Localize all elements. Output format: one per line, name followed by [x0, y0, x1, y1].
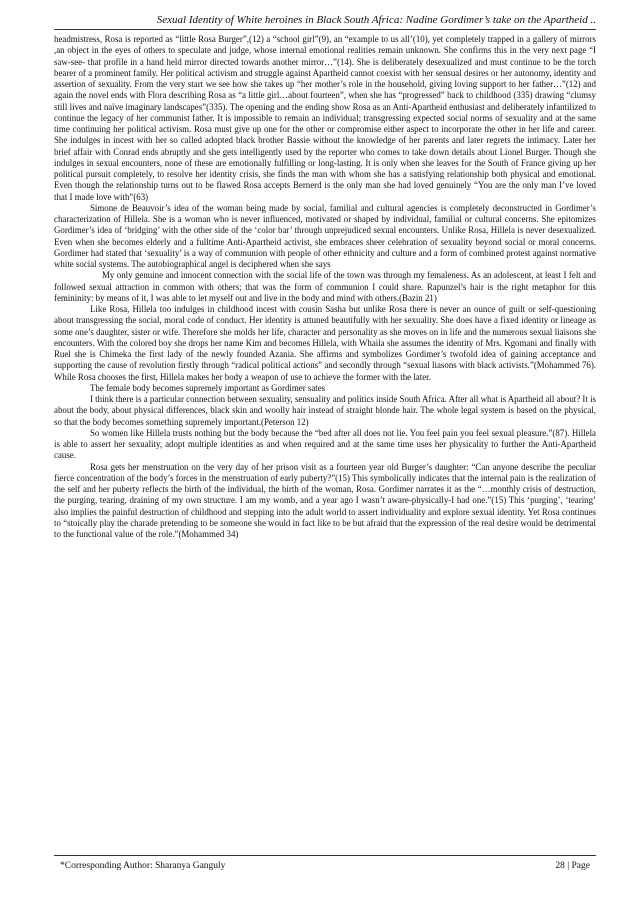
block-quote: My only genuine and innocent connection with the social life of the town was through my femaleness. As an adolescent, at least I felt and followed sexual attraction in common with others; that was the form of communion I could share. Rapunzel’s hair is the right metaphor for this femininity: by means of it, I was able to let myself out and live in the body and mind with others.(Bazin 21)	[54, 270, 596, 303]
paragraph: The female body becomes supremely important as Gordimer sates	[90, 382, 326, 393]
paragraph: So women like Hillela trusts nothing but the body because the “bed after all does not lie. You feel pain you feel sexual pleasure.”(87). Hillela is able to assert her sexuality, adopt multiple identities as and when required and at the same time uses her physicality to further the Anti-Apartheid cause.	[54, 427, 596, 461]
page-number: 28 | Page	[555, 861, 590, 871]
paragraph: Like Rosa, Hillela too indulges in childhood incest with cousin Sasha but unlike Rosa there is never an ounce of guilt or self-questioning about transgressing the social, moral code of conduct. Her identity is attuned beautifully with her sexuality. She does have a fixed identity or lineage as some one’s daughter, sister or wife. Therefore she molds her life, character and personality as she moves on in life and the numerous sexual liaisons she encounters. With the colored boy she drops her name Kim and becomes Hillela, with Whaila she assumes the identity of Mrs. Kgomani and finally with Ruel she is Chimeka the first lady of the newly founded Azania. She affirms and symbolizes Gordimer’s twofold idea of gaining acceptance and supporting the cause of revolution firstly through “radical political actions” and secondly through “sexual liasons with black activists.”(Mohammed 76). While Rosa chooses the first, Hillela makes her body a weapon of use to achieve the former with the later.	[54, 304, 596, 382]
footer-rule	[54, 855, 596, 856]
corresponding-author: *Corresponding Author: Sharanya Ganguly	[60, 861, 226, 871]
paragraph: Rosa gets her menstruation on the very day of her prison visit as a fourteen year old Burger’s daughter: “Can anyone describe the peculiar fierce concentration of the body’s forces in the menstruation of early puberty?”(15) This symbolically indicates that the internal pain is the realization of the self and her puberty reflects the birth of the individual, the birth of the woman, Rosa. Gordimer narrates it as the “…monthly crisis of destruction, the purging, tearing, draining of my own structure. I am my womb, and a year ago I wasn’t aware-physically-I had one.”(15) This ‘purging’, ‘tearing’ also implies the painful destruction of childhood and stepping into the adult world to assert individuality and explore sexual identity. Yet Rosa continues to “stoically play the charade pretending to be someone she would in fact like to be but afraid that the expression of the real desire would be detrimental to the functional value of the role.”(Mohammed 34)	[54, 461, 596, 539]
block-quote: I think there is a particular connection between sexuality, sensuality and politics inside South Africa. After all what is Apartheid all about? It is about the body, about physical differences, black skin and woolly hair instead of straight blonde hair. The whole legal system is based on the physical, so that the body becomes something supremely important.(Peterson 12)	[54, 394, 596, 427]
paragraph: headmistress, Rosa is reported as “little Rosa Burger”,(12) a “school girl”(9), an “example to us all’(10), yet completely trapped in a gallery of mirrors ,an object in the eyes of others to speculate and judge, whose internal emotional realities remain unknown. She confirms this in the very next page “I saw-see- that profile in a hand held mirror directed towards another mirror…”(14). She is deliberately desexualized and must continue to be the torch bearer of a prominent family. Her political activism and struggle against Apartheid cannot coexist with her sensual desires or her autonomy, identity and assertion of sexuality. From the very start we see how she takes up “her mother’s role in the household, giving loving support to her father…”(12) and again the novel ends with Flora describing Rosa as “a little girl…about fourteen”, when she has “progressed” back to childhood (335) drawing “clumsy still lives and naïve imaginary landscapes”(335). The opening and the ending show Rosa as an Anti-Apartheid enthusiast and deliberately infantilized to continue the legacy of her communist father. It is impossible to remain an individual; transgressing expected social norms of sexuality and at the same time continuing her political activism. Rosa must give up one for the other or compromise either aspect to incorporate the other in her life and career. She indulges in incest with her so called adopted black brother Bassie without the knowledge of her parents and later regrets the intimacy. Later her brief affair with Conrad ends abruptly and she gets intelligently used by the reporter who comes to take down details about Lionel Burger. Though she indulges in sexual encounters, none of these are emotionally fulfilling or long-lasting. It is only when she leaves for the South of France giving up her political pursuit completely, to resolve her identity crisis, she finds the man with whom she has a satisfying relationship both physical and emotional. Even though the relationship turns out to be flawed Rosa accepts Bernerd is the only man she had loved genuinely “You are the only man I’ve loved that I made love with”(63)	[54, 34, 596, 202]
running-header: Sexual Identity of White heroines in Black South Africa: Nadine Gordimer’s take on the Apartheid ..	[156, 14, 596, 26]
header-rule	[54, 29, 596, 30]
body-text	[54, 34, 596, 540]
paragraph: Simone de Beauvoir’s idea of the woman being made by social, familial and cultural agencies is completely deconstructed in Gordimer’s characterization of Hillela. She is a woman who is never influenced, motivated or shaped by individual, familial or cultural concerns. She epitomizes Gordimer’s idea of ‘bridging’ with the other side of the ‘color bar’ through unprejudiced sexual encounters. Unlike Rosa, Hillela is never desexualized. Even when she becomes elderly and a fulltime Anti-Apartheid activist, she embraces sheer celebration of sexuality beyond social or moral concerns. Gordimer had stated that ‘sexuality’ is a way of communion with people of other ethnicity and culture and a form of combined protest against normative white social systems. The autobiographical angel is deciphered when she says	[54, 202, 596, 269]
